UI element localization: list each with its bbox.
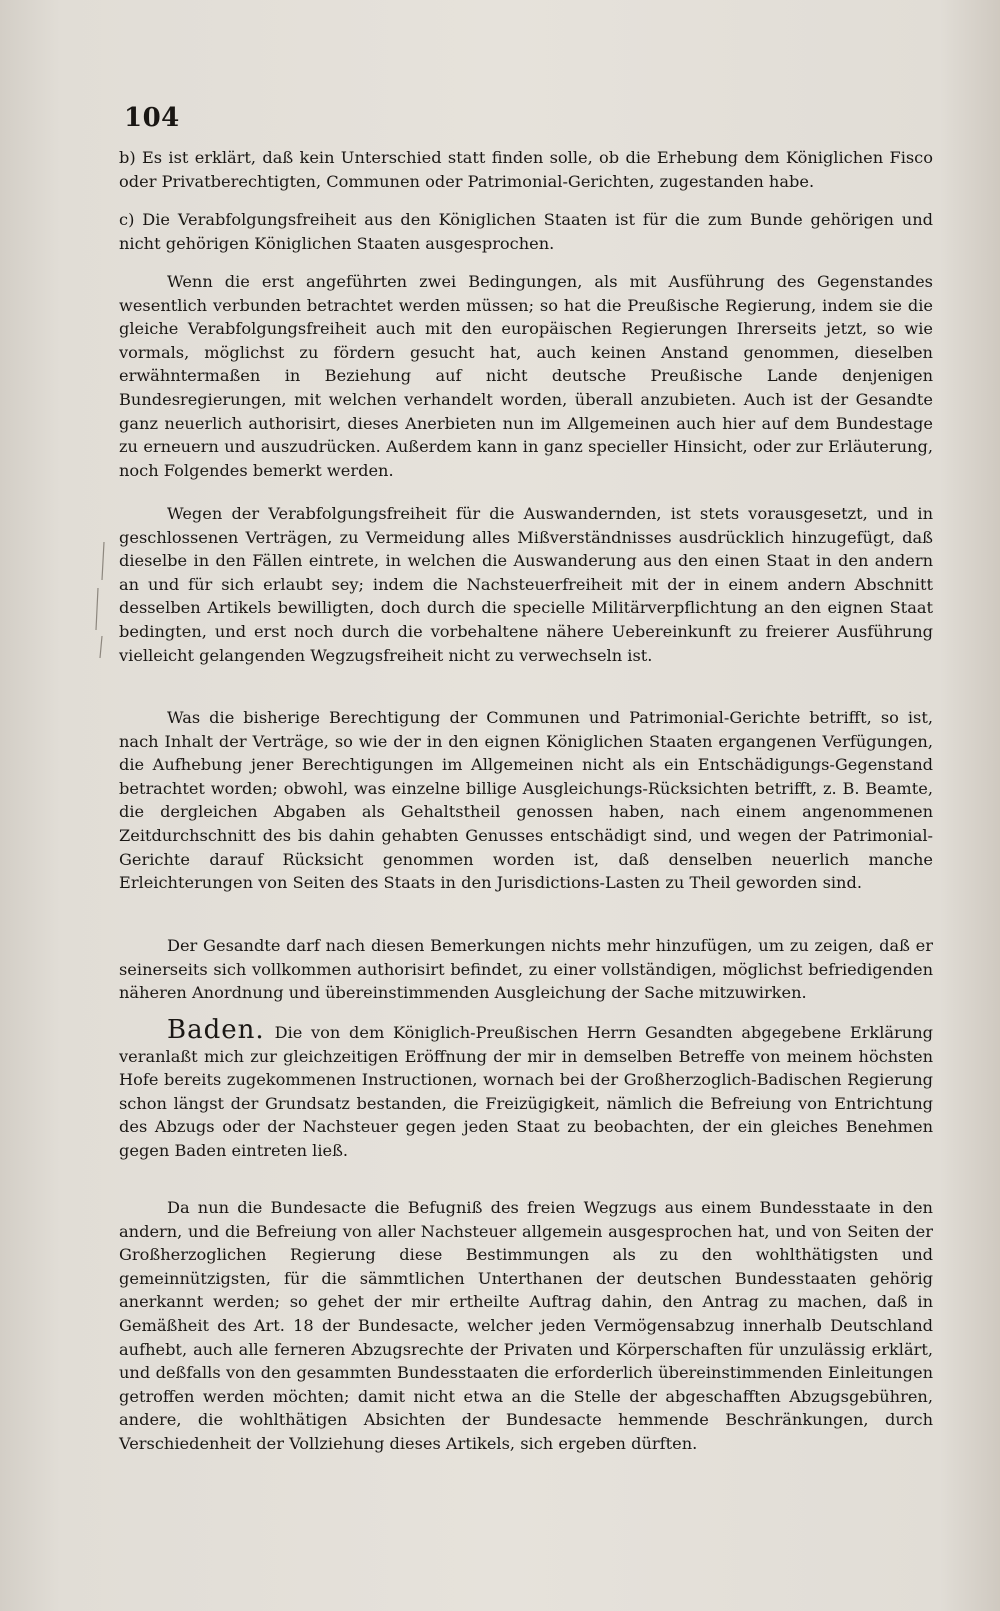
paragraph-communes — [119, 706, 933, 895]
paragraph-text: c) Die Verabfolgungsfreiheit aus den Königlichen Staaten ist für die zum Bunde gehörigen und nicht gehörigen Königlichen Staaten ausgesprochen. — [119, 210, 933, 253]
paragraph-c — [119, 208, 933, 255]
paragraph-text: Was die bisherige Berechtigung der Communen und Patrimonial-Gerichte betrifft, so ist, nach Inhalt der Verträge, so wie der in den eignen Königlichen Staaten ergangenen Verfügungen, die Aufhebung jener Berechtigungen im Allgemeinen nicht als ein Entschädigungs-Gegenstand betrachtet worden; obwohl, was einzelne billige Ausgleichungs-Rücksichten betrifft, z. B. Beamte, die dergleichen Abgaben als Gehaltstheil genossen haben, nach einem angenommenen Zeitdurchschnitt des bis dahin gehabten Genusses entschädigt sind, und wegen der Patrimonial-Gerichte darauf Rücksicht genommen worden ist, daß denselben neuerlich manche Erleichterungen von Seiten des Staats in den Jurisdictions-Lasten zu Theil geworden sind. — [119, 708, 933, 893]
paragraph-text — [119, 1015, 933, 1163]
paragraph-federal-act — [119, 1196, 933, 1456]
paragraph-b — [119, 146, 933, 193]
paragraph-text: b) Es ist erklärt, daß kein Unterschied statt finden solle, ob die Erhebung dem Königlichen Fisco oder Privatberechtigten, Communen oder Patrimonial-Gerichten, zugestanden habe. — [119, 148, 933, 191]
margin-pencil-mark — [84, 540, 112, 660]
paragraph-body: Die von dem Königlich-Preußischen Herrn Gesandten abgegebene Erklärung veranlaßt mich zur gleichzeitigen Eröffnung der mir in demselben Betreffe von meinem höchsten Hofe bereits zugekommenen Instructionen, wornach bei der Großherzoglich-Badischen Regierung schon längst der Grundsatz bestanden, die Freizügigkeit, nämlich die Befreiung von Entrichtung des Abzugs oder der Nachsteuer gegen jeden Staat zu beobachten, der ein gleiches Benehmen gegen Baden eintreten ließ. — [119, 1023, 933, 1160]
paragraph-baden — [119, 1015, 933, 1163]
paragraph-emigrants — [119, 502, 933, 667]
paragraph-text: Der Gesandte darf nach diesen Bemerkungen nichts mehr hinzufügen, um zu zeigen, daß er seinerseits sich vollkommen authorisirt befindet, zu einer vollständigen, möglichst befriedigenden näheren Anordnung und übereinstimmenden Ausgleichung der Sache mitzuwirken. — [119, 936, 933, 1003]
paragraph-text: Da nun die Bundesacte die Befugniß des freien Wegzugs aus einem Bundesstaate in den andern, und die Befreiung von aller Nachsteuer allgemein ausgesprochen hat, und von Seiten der Großherzoglichen Regierung diese Bestimmungen als zu den wohlthätigsten und gemeinnützigsten, für die sämmtlichen Unterthanen der deutschen Bundesstaaten gehörig anerkannt werden; so gehet der mir ertheilte Auftrag dahin, den Antrag zu machen, daß in Gemäßheit des Art. 18 der Bundesacte, welcher jeden Vermögensabzug innerhalb Deutschland aufhebt, auch alle ferneren Abzugsrechte der Privaten und Körperschaften für unzulässig erklärt, und deßfalls von den gesammten Bundesstaaten die erforderlich übereinstimmenden Einleitungen getroffen werden möchten; damit nicht etwa an die Stelle der abgeschafften Abzugsgebühren, andere, die wohlthätigen Absichten der Bundesacte hemmende Beschränkungen, durch Verschiedenheit der Vollziehung dieses Artikels, sich ergeben dürften. — [119, 1198, 933, 1453]
section-heading: Baden. — [167, 1015, 265, 1045]
paragraph-envoy — [119, 934, 933, 1005]
paragraph-text: Wenn die erst angeführten zwei Bedingungen, als mit Ausführung des Gegenstandes wesentlich verbunden betrachtet werden müssen; so hat die Preußische Regierung, indem sie die gleiche Verabfolgungsfreiheit auch mit den europäischen Regierungen Ihrerseits jetzt, so wie vormals, möglichst zu fördern gesucht hat, auch keinen Anstand genommen, dieselben erwähntermaßen in Beziehung auf nicht deutsche Preußische Lande denjenigen Bundesregierungen, mit welchen verhandelt worden, überall anzubieten. Auch ist der Gesandte ganz neuerlich authorisirt, dieses Anerbieten nun im Allgemeinen auch hier auf dem Bundestage zu erneuern und auszudrücken. Außerdem kann in ganz specieller Hinsicht, oder zur Erläuterung, noch Folgendes bemerkt werden. — [119, 272, 933, 480]
paragraph-conditions — [119, 270, 933, 482]
page-number: 104 — [124, 103, 180, 133]
paragraph-text: Wegen der Verabfolgungsfreiheit für die Auswandernden, ist stets vorausgesetzt, und in geschlossenen Verträgen, zu Vermeidung alles Mißverständnisses ausdrücklich hinzugefügt, daß dieselbe in den Fällen eintrete, in welchen die Auswanderung aus den einen Staat in den andern an und für sich erlaubt sey; indem die Nachsteuerfreiheit mit der in einem andern Abschnitt desselben Artikels bewilligten, doch durch die specielle Militärverpflichtung an den eignen Staat bedingten, und erst noch durch die vorbehaltene nähere Uebereinkunft zu freierer Ausführung vielleicht gelangenden Wegzugsfreiheit nicht zu verwechseln ist. — [119, 504, 933, 665]
